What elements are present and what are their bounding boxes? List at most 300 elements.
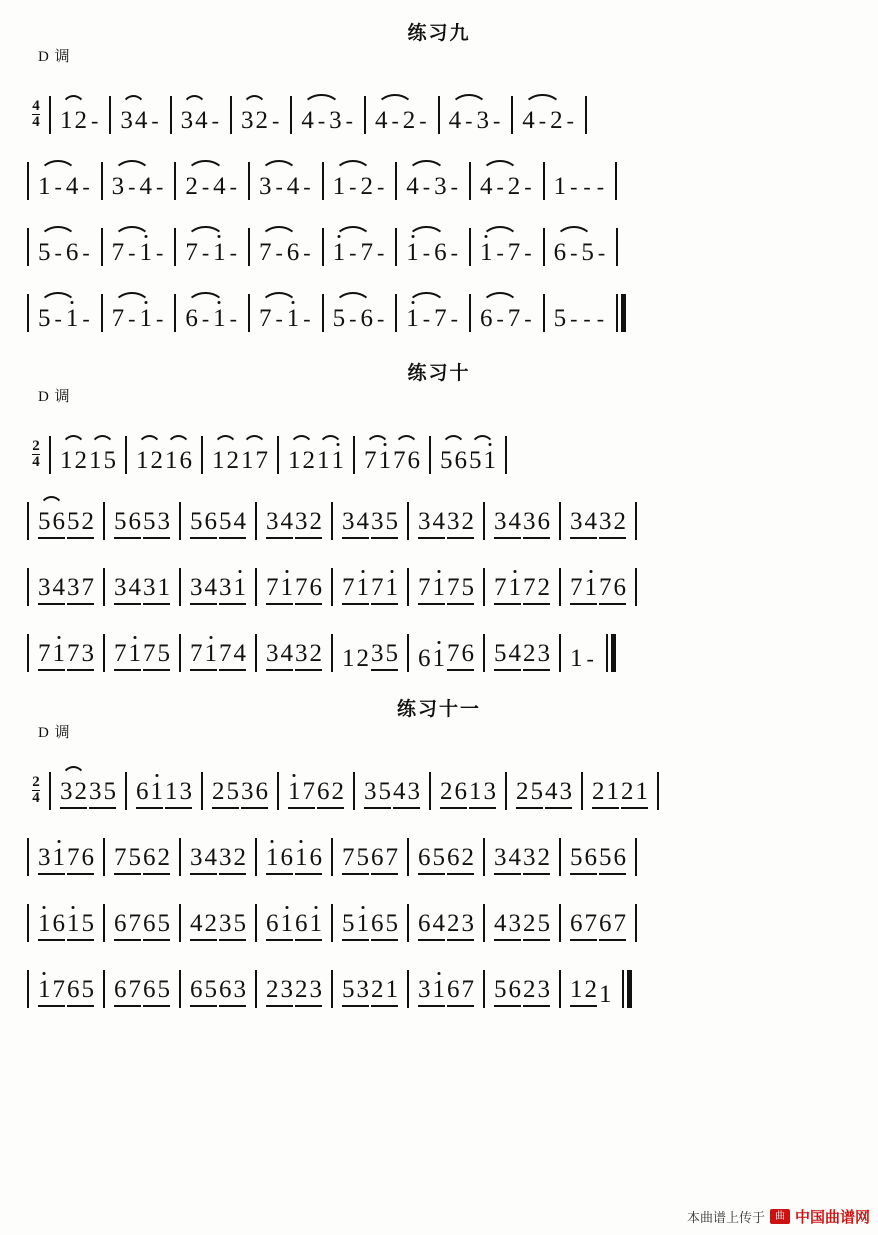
note: 3	[599, 508, 612, 535]
measure	[258, 484, 330, 540]
beamed-group	[66, 911, 95, 942]
note-group	[343, 108, 356, 134]
measure	[398, 276, 468, 332]
note: -	[151, 108, 159, 133]
note: -	[91, 108, 99, 133]
beamed-group	[142, 977, 171, 1008]
note-group	[417, 646, 446, 672]
measure	[177, 210, 247, 266]
beamed-group	[493, 575, 522, 606]
note: -	[597, 240, 606, 265]
note: 7	[418, 574, 431, 601]
note: 2	[550, 107, 563, 134]
note-group	[332, 240, 374, 266]
staff-line	[0, 200, 878, 266]
note-group	[598, 982, 613, 1008]
note: 5	[67, 508, 80, 535]
note: 7	[266, 574, 279, 601]
note: 5	[38, 508, 51, 535]
note: 6	[204, 508, 217, 535]
beamed-group	[164, 779, 193, 810]
measure	[251, 276, 321, 332]
note: -	[201, 174, 210, 199]
note: 7	[52, 976, 65, 1003]
note: 2	[516, 778, 529, 805]
barline	[27, 162, 29, 200]
measure	[562, 616, 604, 672]
note-group	[300, 108, 342, 134]
beamed-group	[265, 845, 294, 876]
note-group	[416, 108, 429, 134]
barline	[543, 162, 545, 200]
barline	[395, 294, 397, 332]
measure	[486, 616, 558, 672]
note: 7	[190, 640, 203, 667]
note-group	[405, 306, 447, 332]
barline	[483, 904, 485, 942]
measure	[30, 484, 102, 540]
time-signature	[26, 770, 46, 810]
barline	[469, 228, 471, 266]
note: 3	[523, 844, 536, 871]
note: 3	[461, 910, 474, 937]
barline	[331, 634, 333, 672]
note: 6	[537, 508, 550, 535]
beamed-group	[66, 575, 95, 606]
beamed-group	[113, 911, 142, 942]
time-signature-denominator: 4	[32, 453, 40, 470]
barline	[103, 502, 105, 540]
exercise-title: 练习十一	[396, 698, 481, 720]
measure	[334, 886, 406, 942]
note: 6	[371, 844, 384, 871]
beamed-group	[113, 845, 142, 876]
measure	[546, 144, 614, 200]
barline	[407, 838, 409, 876]
beamed-group	[370, 641, 399, 672]
beamed-group	[417, 977, 446, 1008]
measure	[30, 276, 100, 332]
barline	[248, 228, 250, 266]
note: 1	[204, 640, 217, 667]
note: 2	[523, 910, 536, 937]
exercise-section	[0, 332, 878, 672]
beamed-group	[189, 911, 218, 942]
note: 7	[507, 305, 521, 332]
measure	[472, 276, 542, 332]
note: 6	[295, 910, 308, 937]
note: 4	[494, 910, 507, 937]
note: 7	[255, 447, 268, 474]
note: 1	[165, 778, 178, 805]
note: 3	[342, 508, 355, 535]
beamed-group	[142, 575, 171, 606]
note-group	[374, 174, 387, 200]
measure	[104, 144, 174, 200]
note: 5	[356, 844, 369, 871]
beamed-group	[211, 779, 240, 810]
note: 6	[179, 447, 192, 474]
note: 6	[136, 778, 149, 805]
note: 2	[447, 910, 460, 937]
note-group	[184, 240, 226, 266]
measure	[173, 78, 229, 134]
barline	[201, 772, 203, 810]
note: 5	[581, 239, 594, 266]
note-group	[258, 240, 300, 266]
note: 4	[213, 173, 226, 200]
note: 3	[494, 508, 507, 535]
note: 3	[537, 640, 550, 667]
measure	[334, 484, 406, 540]
note: -	[376, 174, 385, 199]
beamed-group	[569, 509, 598, 540]
note: 4	[508, 844, 521, 871]
beamed-group	[287, 779, 316, 810]
beamed-group	[113, 509, 142, 540]
note: 7	[111, 239, 125, 266]
note-group	[300, 174, 313, 200]
note: 3	[38, 574, 51, 601]
note: 3	[356, 976, 369, 1003]
note: -	[271, 108, 280, 133]
beamed-group	[569, 911, 598, 942]
note: 4	[204, 574, 217, 601]
beamed-group	[218, 911, 247, 942]
note-group	[111, 306, 153, 332]
barline	[179, 838, 181, 876]
note: -	[345, 108, 353, 133]
measure	[258, 616, 330, 672]
beamed-group	[341, 977, 370, 1008]
barline	[179, 502, 181, 540]
note: -	[229, 240, 237, 265]
note: -	[54, 174, 62, 199]
note: 4	[545, 778, 558, 805]
note: 3	[89, 778, 102, 805]
beamed-group	[294, 575, 323, 606]
barline	[179, 634, 181, 672]
note: 5	[103, 447, 116, 474]
note-group	[59, 448, 88, 474]
measure	[52, 78, 108, 134]
note: 1	[406, 239, 419, 266]
key-signature: D 调	[38, 389, 71, 405]
note: -	[570, 174, 578, 199]
measure	[258, 550, 330, 606]
note: 6	[599, 910, 612, 937]
barline	[255, 970, 257, 1008]
beamed-group	[37, 977, 66, 1008]
note: 2	[81, 508, 94, 535]
note: 1	[288, 778, 301, 805]
note: 2	[461, 508, 474, 535]
note: 2	[295, 976, 308, 1003]
note: 5	[469, 447, 482, 474]
barline	[395, 162, 397, 200]
staff-line	[0, 474, 878, 540]
note: 3	[120, 107, 133, 134]
barline	[395, 228, 397, 266]
measure	[356, 754, 428, 810]
note: 3	[447, 508, 460, 535]
note: 6	[52, 508, 65, 535]
measure	[584, 754, 656, 810]
note: 2	[537, 844, 550, 871]
beamed-group	[341, 845, 370, 876]
barline	[27, 970, 29, 1008]
note: 3	[266, 508, 279, 535]
barline	[585, 96, 587, 134]
note: 7	[81, 574, 94, 601]
measure	[182, 820, 254, 876]
note: -	[317, 108, 326, 133]
beamed-group	[189, 641, 218, 672]
barline	[27, 568, 29, 606]
barline	[49, 436, 51, 474]
measure	[104, 210, 174, 266]
beamed-group	[37, 845, 66, 876]
note: -	[524, 306, 532, 331]
note: 6	[280, 844, 293, 871]
note-group	[287, 448, 316, 474]
note: 2	[621, 778, 634, 805]
note: 5	[342, 976, 355, 1003]
barline	[174, 162, 176, 200]
barline	[290, 96, 292, 134]
measure	[233, 78, 289, 134]
beamed-group	[591, 779, 620, 810]
note: 5	[332, 305, 346, 332]
barline	[438, 96, 440, 134]
note: 6	[613, 844, 626, 871]
barline	[505, 772, 507, 810]
note: 5	[385, 640, 398, 667]
beamed-group	[370, 509, 399, 540]
barline	[635, 904, 637, 942]
beamed-group	[515, 779, 544, 810]
beamed-group	[59, 779, 88, 810]
note: 5	[226, 778, 239, 805]
time-signature-numerator: 4	[32, 97, 40, 114]
measure	[258, 886, 330, 942]
note: -	[128, 306, 136, 331]
beamed-group	[189, 575, 218, 606]
note: 1	[128, 640, 141, 667]
note-group	[227, 174, 240, 200]
barline	[201, 436, 203, 474]
note: -	[128, 174, 136, 199]
note: 6	[407, 447, 420, 474]
note: 3	[508, 910, 521, 937]
note: 2	[402, 107, 416, 134]
note: 3	[280, 976, 293, 1003]
note: 4	[301, 107, 314, 134]
footer-credit	[687, 1206, 870, 1227]
note: 1	[213, 239, 226, 266]
note: 1	[635, 778, 648, 805]
note-group	[439, 448, 468, 474]
barline	[331, 502, 333, 540]
measure	[486, 886, 558, 942]
note: 4	[204, 844, 217, 871]
barline	[635, 838, 637, 876]
note: 1	[136, 447, 149, 474]
note: 7	[111, 305, 125, 332]
note: 1	[309, 910, 322, 937]
note: -	[538, 108, 547, 133]
note-group	[227, 306, 240, 332]
note: 3	[81, 640, 94, 667]
beamed-group	[493, 845, 522, 876]
note: 3	[219, 910, 232, 937]
measure	[204, 418, 276, 474]
note: 2	[74, 447, 87, 474]
note: 2	[584, 976, 597, 1003]
note: 4	[432, 508, 445, 535]
note-group	[479, 174, 521, 200]
barline	[27, 634, 29, 672]
beamed-group	[37, 509, 66, 540]
measure	[562, 886, 634, 942]
note-group	[79, 240, 92, 266]
note: 1	[317, 447, 330, 474]
note-group	[164, 448, 193, 474]
beamed-group	[493, 641, 522, 672]
barline	[559, 838, 561, 876]
note: -	[570, 306, 578, 331]
note-group	[37, 174, 79, 200]
note: 2	[204, 910, 217, 937]
measure	[514, 78, 584, 134]
note: 6	[81, 844, 94, 871]
note: 6	[190, 976, 203, 1003]
barline	[483, 568, 485, 606]
measure	[106, 952, 178, 1008]
note: -	[275, 306, 283, 331]
note: -	[349, 240, 357, 265]
beamed-group	[598, 845, 627, 876]
staff	[0, 408, 878, 672]
barline	[277, 772, 279, 810]
note: 3	[111, 173, 125, 200]
measure	[251, 144, 321, 200]
measure	[562, 952, 620, 1008]
note: 4	[406, 173, 419, 200]
barline	[27, 228, 29, 266]
beamed-group	[446, 977, 475, 1008]
barline	[49, 772, 51, 810]
measure	[52, 754, 124, 810]
note: 3	[295, 640, 308, 667]
note: 6	[371, 910, 384, 937]
note-group	[37, 240, 79, 266]
note: -	[128, 240, 136, 265]
note: 6	[508, 976, 521, 1003]
beamed-group	[265, 911, 294, 942]
beamed-group	[544, 779, 573, 810]
barline	[331, 838, 333, 876]
measure	[104, 276, 174, 332]
measure	[546, 276, 614, 332]
note: 7	[258, 305, 272, 332]
note: -	[229, 174, 237, 199]
exercise-title: 练习十	[407, 362, 471, 384]
barline	[635, 502, 637, 540]
barline	[581, 772, 583, 810]
note: 7	[447, 574, 460, 601]
barline	[559, 634, 561, 672]
beamed-group	[522, 845, 551, 876]
barline	[429, 772, 431, 810]
note: 3	[570, 508, 583, 535]
note: 3	[559, 778, 572, 805]
note: 7	[385, 844, 398, 871]
beamed-group	[569, 575, 598, 606]
note: 3	[114, 574, 127, 601]
measure	[106, 886, 178, 942]
measure	[182, 616, 254, 672]
barline	[407, 970, 409, 1008]
note: 1	[483, 447, 496, 474]
note-group	[553, 240, 595, 266]
note: 5	[570, 844, 583, 871]
note: 3	[309, 976, 322, 1003]
time-signature-numerator: 2	[32, 437, 40, 454]
note: -	[275, 174, 283, 199]
beamed-group	[218, 845, 247, 876]
measure	[258, 952, 330, 1008]
note: 7	[570, 574, 583, 601]
note: 2	[74, 778, 87, 805]
measure	[472, 144, 542, 200]
measure	[334, 616, 406, 672]
note: 5	[38, 305, 51, 332]
note: 1	[241, 447, 254, 474]
note: 1	[266, 844, 279, 871]
note: 6	[114, 910, 127, 937]
note: 3	[67, 574, 80, 601]
barline	[407, 568, 409, 606]
measure	[410, 550, 482, 606]
note-group	[521, 174, 534, 200]
staff-line	[0, 540, 878, 606]
note-group	[88, 108, 101, 134]
note-group	[209, 108, 222, 134]
note-group	[258, 174, 300, 200]
site-logo-icon: 曲	[770, 1209, 790, 1224]
beamed-group	[446, 575, 475, 606]
barline	[230, 96, 232, 134]
beamed-group	[218, 641, 247, 672]
measure	[182, 484, 254, 540]
barline	[125, 436, 127, 474]
note: 7	[584, 910, 597, 937]
barline	[322, 162, 324, 200]
note: 1	[570, 976, 583, 1003]
final-barline	[606, 634, 616, 672]
barline	[407, 904, 409, 942]
note: 3	[537, 976, 550, 1003]
exercise-section	[0, 672, 878, 1008]
note: 1	[295, 844, 308, 871]
note: 1	[67, 910, 80, 937]
note: 4	[374, 107, 388, 134]
footer-text: 本曲谱上传于	[686, 1210, 765, 1225]
beamed-group	[189, 845, 218, 876]
measure	[367, 78, 437, 134]
note: -	[376, 306, 385, 331]
